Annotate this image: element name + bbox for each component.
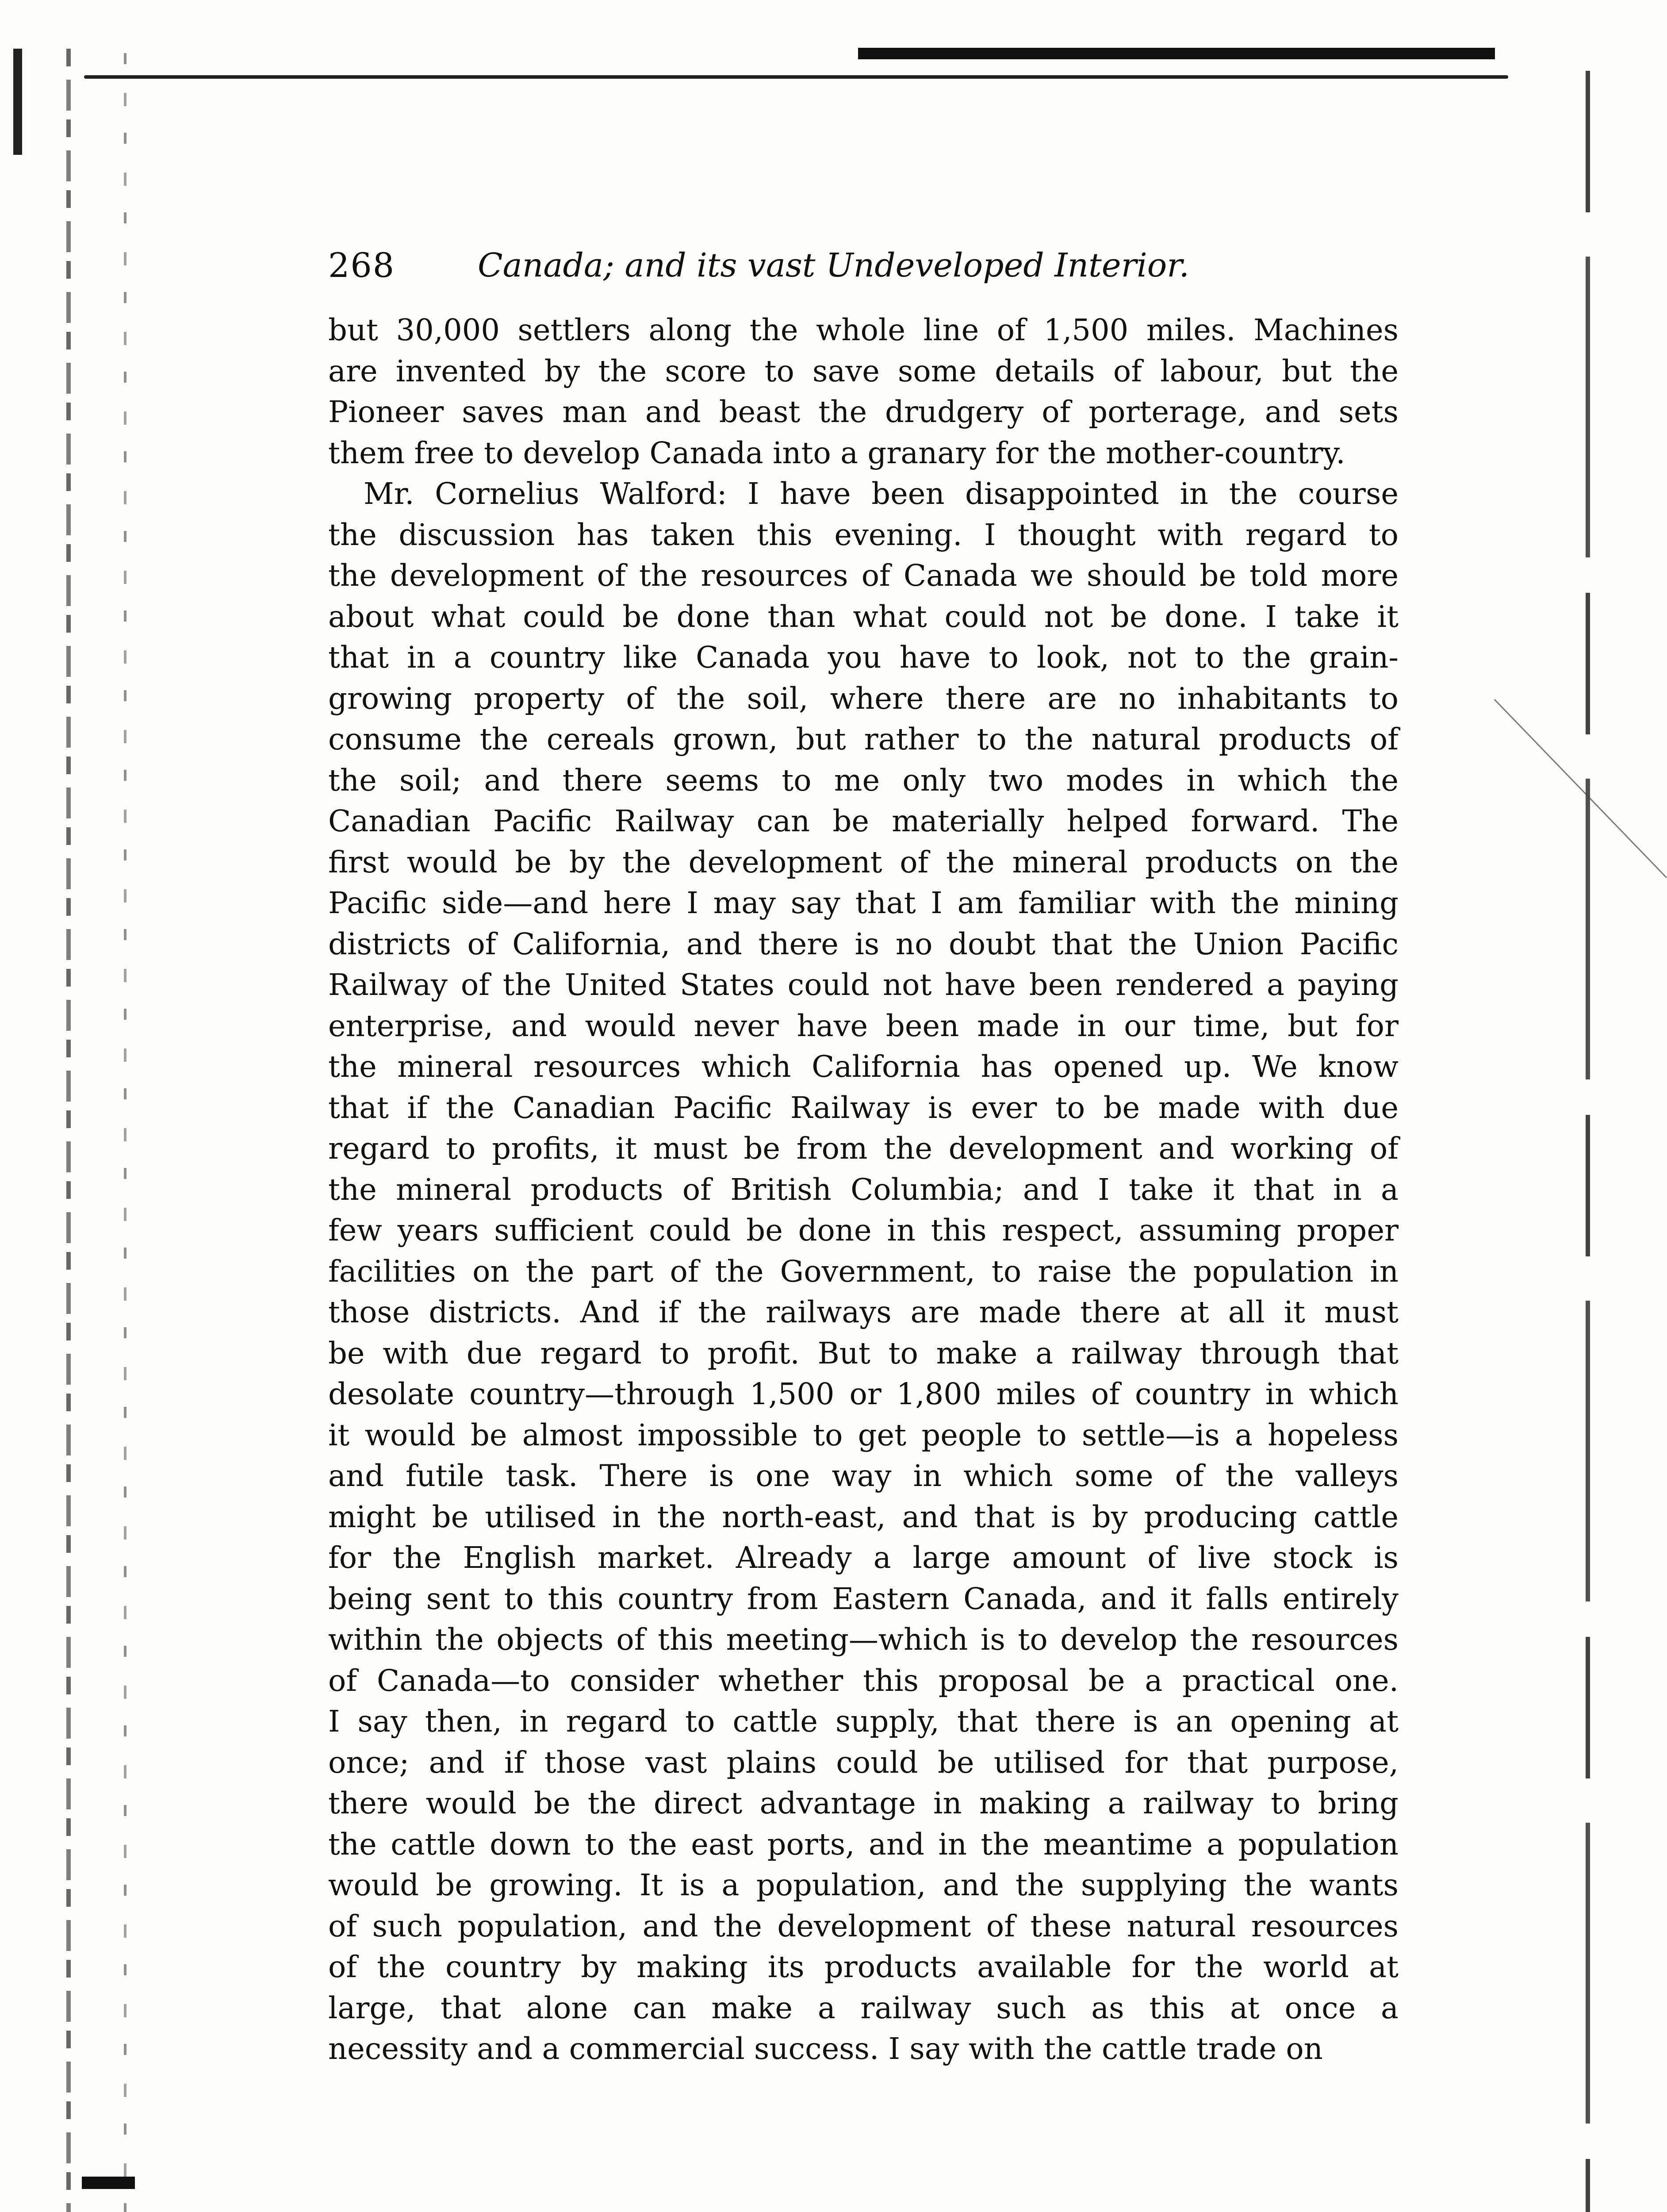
text-line: large, that alone can make a railway such as this at once a <box>328 1990 1399 2025</box>
text-line: within the objects of this meeting—which is to develop the resources <box>328 1622 1399 1657</box>
text-line: Pioneer saves man and beast the drudgery of porterage, and sets <box>328 395 1399 429</box>
text-line: few years sufficient could be done in this respect, assuming proper <box>328 1213 1399 1248</box>
text-line: about what could be done than what could not be done. I take it <box>328 599 1399 634</box>
text-line: once; and if those vast plains could be utilised for that purpose, <box>328 1745 1399 1780</box>
text-line: there would be the direct advantage in making a railway to bring <box>328 1786 1399 1820</box>
left-inner-border-line <box>124 53 126 2212</box>
text-line: growing property of the soil, where there are no inhabitants to <box>328 681 1399 716</box>
text-line: facilities on the part of the Government, to raise the population in <box>328 1254 1399 1289</box>
text-line: would be growing. It is a population, and the supplying the wants <box>328 1868 1399 1902</box>
text-line: of such population, and the development of these natural resources <box>328 1909 1399 1943</box>
text-line: the mineral products of British Columbia; and I take it that in a <box>328 1172 1399 1207</box>
text-line: the soil; and there seems to me only two modes in which the <box>328 763 1399 798</box>
bottom-corner-mark <box>82 2177 135 2189</box>
text-line: Mr. Cornelius Walford: I have been disappointed in the course <box>364 476 1399 511</box>
text-line: that in a country like Canada you have to look, not to the grain- <box>328 640 1399 675</box>
text-line: desolate country—through 1,500 or 1,800 miles of country in which <box>328 1377 1399 1411</box>
text-line: being sent to this country from Eastern Canada, and it falls entirely <box>328 1581 1399 1616</box>
text-line: those districts. And if the railways are made there at all it must <box>328 1295 1399 1329</box>
text-line: the discussion has taken this evening. I thought with regard to <box>328 517 1399 552</box>
text-line: them free to develop Canada into a granary for the mother-country. <box>328 435 1345 470</box>
running-title: Canada; and its vast Undeveloped Interior. <box>478 246 1190 284</box>
text-line: Railway of the United States could not have been rendered a paying <box>328 968 1399 1002</box>
text-line: are invented by the score to save some details of labour, but the <box>328 353 1399 388</box>
text-line: but 30,000 settlers along the whole line of 1,500 miles. Machines <box>328 313 1399 347</box>
top-thick-rule <box>858 48 1495 59</box>
text-line: consume the cereals grown, but rather to the natural products of <box>328 722 1399 757</box>
text-line: of the country by making its products available for the world at <box>328 1950 1399 1984</box>
text-line: the mineral resources which California has opened up. We know <box>328 1049 1399 1084</box>
body-text <box>328 310 1399 2070</box>
left-border-line <box>66 49 71 2212</box>
text-line: the cattle down to the east ports, and in the meantime a population <box>328 1827 1399 1862</box>
text-line: Pacific side—and here I may say that I am familiar with the mining <box>328 886 1399 920</box>
left-corner-mark <box>13 49 22 155</box>
text-line: might be utilised in the north-east, and that is by producing cattle <box>328 1499 1399 1534</box>
text-line: first would be by the development of the mineral products on the <box>328 845 1399 879</box>
text-line: be with due regard to profit. But to make a railway through that <box>328 1336 1399 1371</box>
text-line: I say then, in regard to cattle supply, that there is an opening at <box>328 1704 1399 1739</box>
text-line: the development of the resources of Canada we should be told more <box>328 558 1399 593</box>
text-line: that if the Canadian Pacific Railway is ever to be made with due <box>328 1090 1399 1125</box>
page-header <box>328 241 1487 294</box>
text-line: necessity and a commercial success. I say with the cattle trade on <box>328 2032 1323 2066</box>
text-line: and futile task. There is one way in which some of the valleys <box>328 1459 1399 1493</box>
text-line: Canadian Pacific Railway can be materially helped forward. The <box>328 804 1399 838</box>
diagonal-scan-mark <box>1494 699 1667 878</box>
text-line: enterprise, and would never have been made in our time, but for <box>328 1008 1399 1043</box>
text-line: of Canada—to consider whether this proposal be a practical one. <box>328 1663 1399 1698</box>
right-border-line <box>1586 71 1590 2212</box>
top-thin-rule <box>84 75 1508 79</box>
text-line: regard to profits, it must be from the development and working of <box>328 1131 1399 1166</box>
page-number: 268 <box>328 246 395 285</box>
text-line: for the English market. Already a large amount of live stock is <box>328 1540 1399 1575</box>
text-line: it would be almost impossible to get people to settle—is a hopeless <box>328 1417 1399 1452</box>
text-line: districts of California, and there is no doubt that the Union Pacific <box>328 926 1399 961</box>
